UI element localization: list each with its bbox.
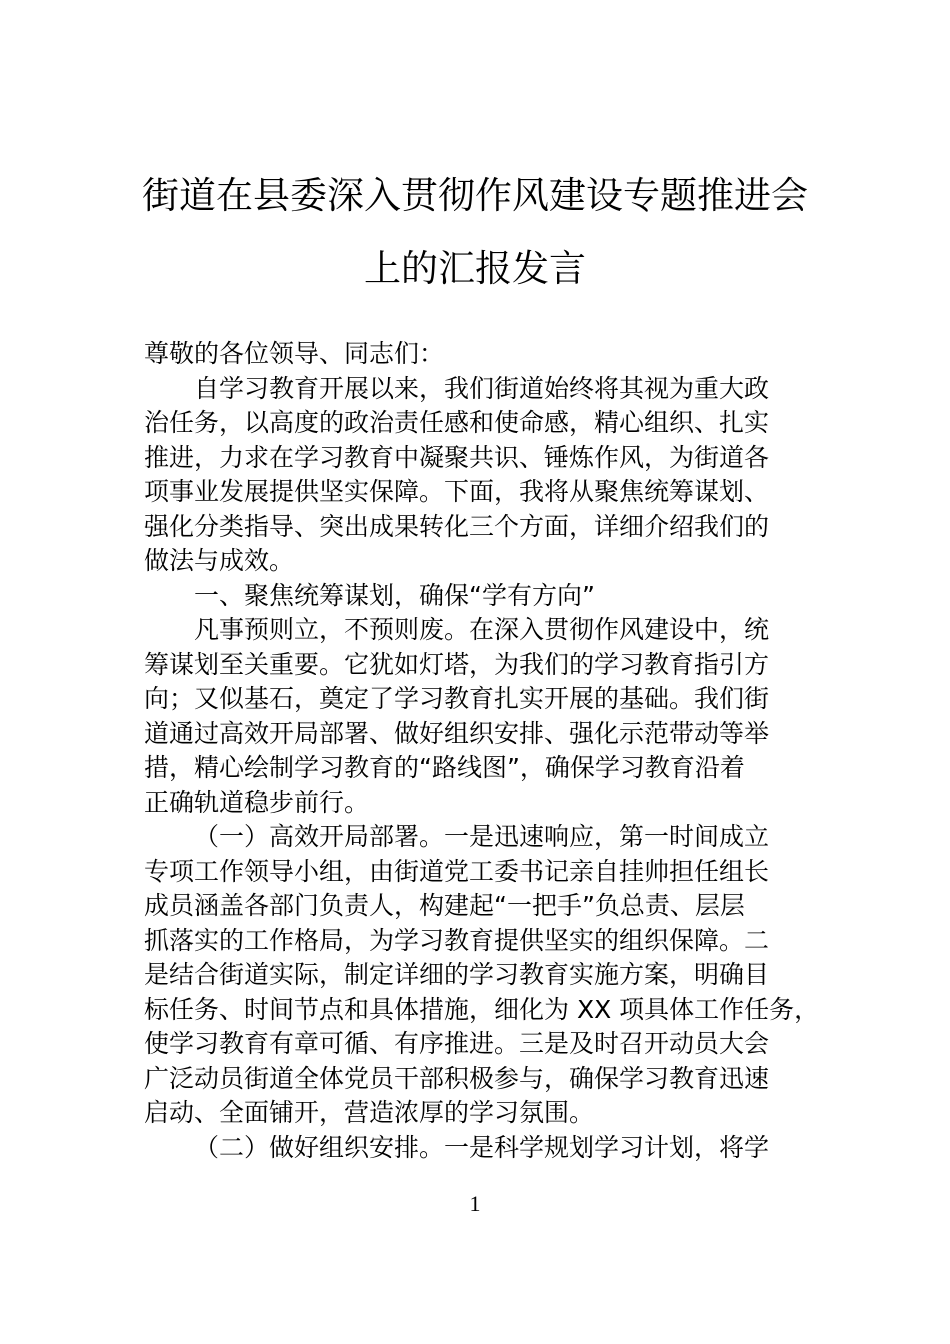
paragraph-line: 抓落实的工作格局，为学习教育提供坚实的组织保障。二 [144, 925, 770, 955]
salutation-line: 尊敬的各位领导、同志们： [144, 339, 445, 368]
paragraph-line: 推进，力求在学习教育中凝聚共识、锤炼作风，为街道各 [144, 442, 770, 472]
paragraph-line: 广泛动员街道全体党员干部积极参与，确保学习教育迅速 [144, 1063, 770, 1093]
document-title-line-1: 街道在县委深入贯彻作风建设专题推进会 [142, 174, 808, 217]
page-number: 1 [469, 1191, 481, 1216]
paragraph-line: 启动、全面铺开，营造浓厚的学习氛围。 [144, 1098, 595, 1127]
paragraph-line: 项事业发展提供坚实保障。下面，我将从聚焦统筹谋划、 [144, 477, 770, 506]
paragraph-line: 自学习教育开展以来，我们街道始终将其视为重大政 [194, 373, 770, 403]
paragraph-line: 强化分类指导、突出成果转化三个方面，详细介绍我们的 [144, 511, 770, 541]
paragraph-line: 措，精心绘制学习教育的“路线图”，确保学习教育沿着 [144, 753, 745, 782]
paragraph-line: 使学习教育有章可循、有序推进。三是及时召开动员大会 [144, 1029, 770, 1058]
paragraph-line: 标任务、时间节点和具体措施，细化为 XX 项具体工作任务， [144, 994, 820, 1024]
document-title-line-2: 上的汇报发言 [364, 247, 586, 290]
paragraph-line: 专项工作领导小组，由街道党工委书记亲自挂帅担任组长 [144, 856, 770, 886]
paragraph-line: 成员涵盖各部门负责人，构建起“一把手”负总责、层层 [144, 891, 745, 920]
paragraph-line: 道通过高效开局部署、做好组织安排、强化示范带动等举 [144, 718, 770, 748]
paragraph-line: 做法与成效。 [144, 546, 295, 575]
paragraph-line: （一）高效开局部署。一是迅速响应，第一时间成立 [194, 822, 770, 851]
paragraph-line: 凡事预则立，不预则废。在深入贯彻作风建设中，统 [194, 615, 770, 644]
paragraph-line: 筹谋划至关重要。它犹如灯塔，为我们的学习教育指引方 [144, 649, 770, 679]
paragraph-line: 正确轨道稳步前行。 [144, 787, 370, 817]
section-heading-line: 一、聚焦统筹谋划，确保“学有方向” [194, 580, 595, 610]
paragraph-line: 是结合街道实际，制定详细的学习教育实施方案，明确目 [144, 960, 770, 989]
paragraph-line: 向；又似基石，奠定了学习教育扎实开展的基础。我们街 [144, 684, 770, 713]
document-body [144, 337, 824, 1165]
paragraph-line: （二）做好组织安排。一是科学规划学习计划，将学 [194, 1132, 770, 1162]
paragraph-line: 治任务，以高度的政治责任感和使命感，精心组织、扎实 [144, 408, 770, 437]
